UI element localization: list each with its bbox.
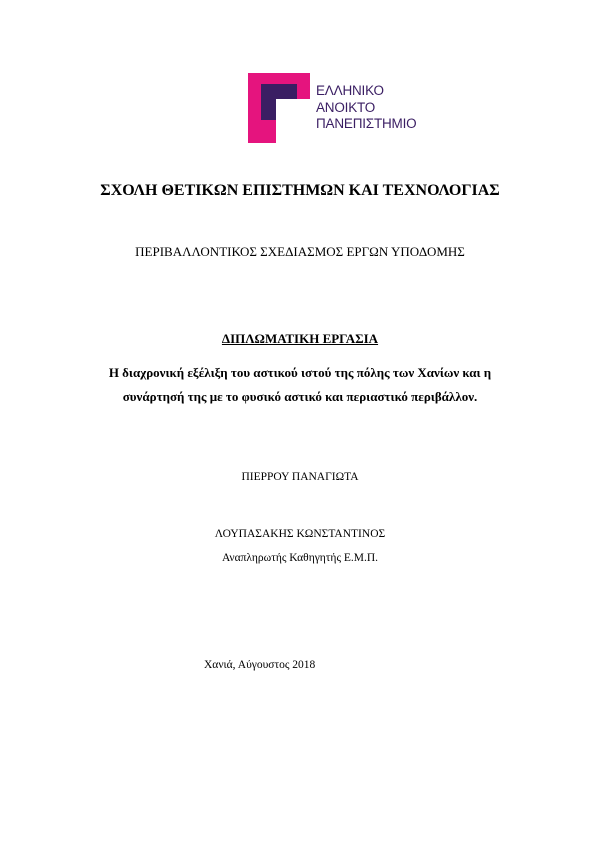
logo-line-2: ΑΝΟΙΚΤΟ — [316, 99, 376, 115]
school-heading: ΣΧΟΛΗ ΘΕΤΙΚΩΝ ΕΠΙΣΤΗΜΩΝ ΚΑΙ ΤΕΧΝΟΛΟΓΙΑΣ — [100, 182, 500, 199]
thesis-title-line-1: Η διαχρονική εξέλιξη του αστικού ιστού της πόλης των Χανίων και η — [108, 365, 492, 380]
logo-line-1: ΕΛΛΗΝΙΚΟ — [316, 83, 384, 98]
university-logo-mark — [248, 73, 310, 143]
supervisor-role: Αναπληρωτής Καθηγητής Ε.Μ.Π. — [221, 552, 379, 564]
thesis-type-heading: ΔΙΠΛΩΜΑΤΙΚΗ ΕΡΓΑΣΙΑ — [221, 331, 379, 346]
place-and-date: Χανιά, Αύγουστος 2018 — [204, 659, 316, 671]
supervisor-name: ΛΟΥΠΑΣΑΚΗΣ ΚΩΝΣΤΑΝΤΙΝΟΣ — [214, 528, 386, 540]
thesis-title-line-2: συνάρτησή της με το φυσικό αστικό και περιαστικό περιβάλλον. — [122, 389, 478, 404]
author-name: ΠΙΕΡΡΟΥ ΠΑΝΑΓΙΩΤΑ — [241, 471, 359, 483]
program-name: ΠΕΡΙΒΑΛΛΟΝΤΙΚΟΣ ΣΧΕΔΙΑΣΜΟΣ ΕΡΓΩΝ ΥΠΟΔΟΜΗΣ — [135, 244, 465, 259]
university-logo — [248, 73, 448, 143]
logo-line-3: ΠΑΝΕΠΙΣΤΗΜΙΟ — [316, 116, 417, 131]
university-logo-wordmark — [316, 83, 416, 133]
thesis-title — [0, 361, 600, 409]
